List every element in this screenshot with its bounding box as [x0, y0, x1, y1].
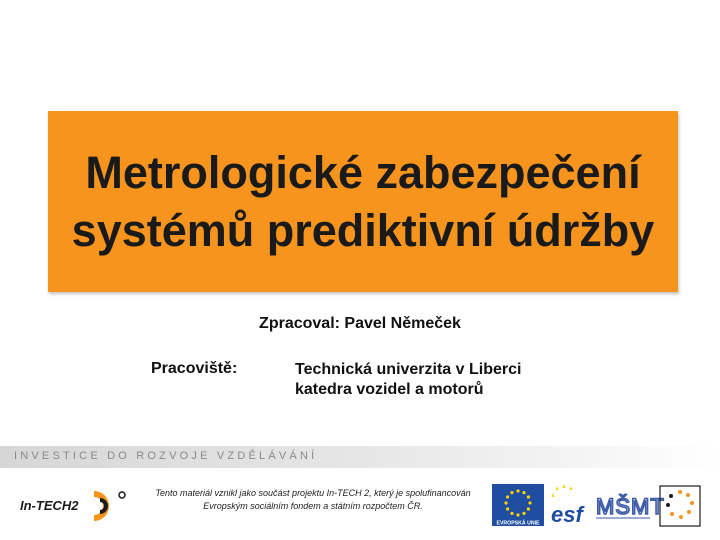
op-emblem-icon: [656, 482, 704, 528]
msmt-logo-text: MŠMT: [596, 494, 665, 519]
workplace-value: [295, 360, 521, 400]
intech-logo: [18, 486, 132, 524]
eu-flag-icon: [492, 484, 544, 526]
workplace-label: Pracoviště:: [151, 360, 238, 377]
esf-logo-text: esf: [551, 502, 583, 527]
esf-logo: [549, 482, 593, 526]
slide-title: Metrologické zabezpečení systémů prediktivní údržby: [71, 146, 655, 256]
workplace-line-1: Technická univerzita v Liberci: [295, 361, 522, 378]
eu-flag-label: EVROPSKÁ UNIE: [496, 520, 540, 527]
band-text: INVESTICE DO ROZVOJE VZDĚLÁVÁNÍ: [14, 450, 318, 462]
title-box: [48, 111, 678, 292]
author-line: Zpracoval: Pavel Němeček: [259, 315, 461, 332]
workplace-line-2: katedra vozidel a motorů: [295, 381, 484, 398]
footer-band: [0, 446, 720, 468]
intech-logo-text: In-TECH2: [20, 498, 79, 513]
msmt-logo: [594, 484, 665, 526]
footer-note: Tento materiál vznikl jako součást projektu In-TECH 2, který je spolufinancován Evropským sociálním fondem a státním rozpočtem ČR.: [155, 488, 471, 511]
